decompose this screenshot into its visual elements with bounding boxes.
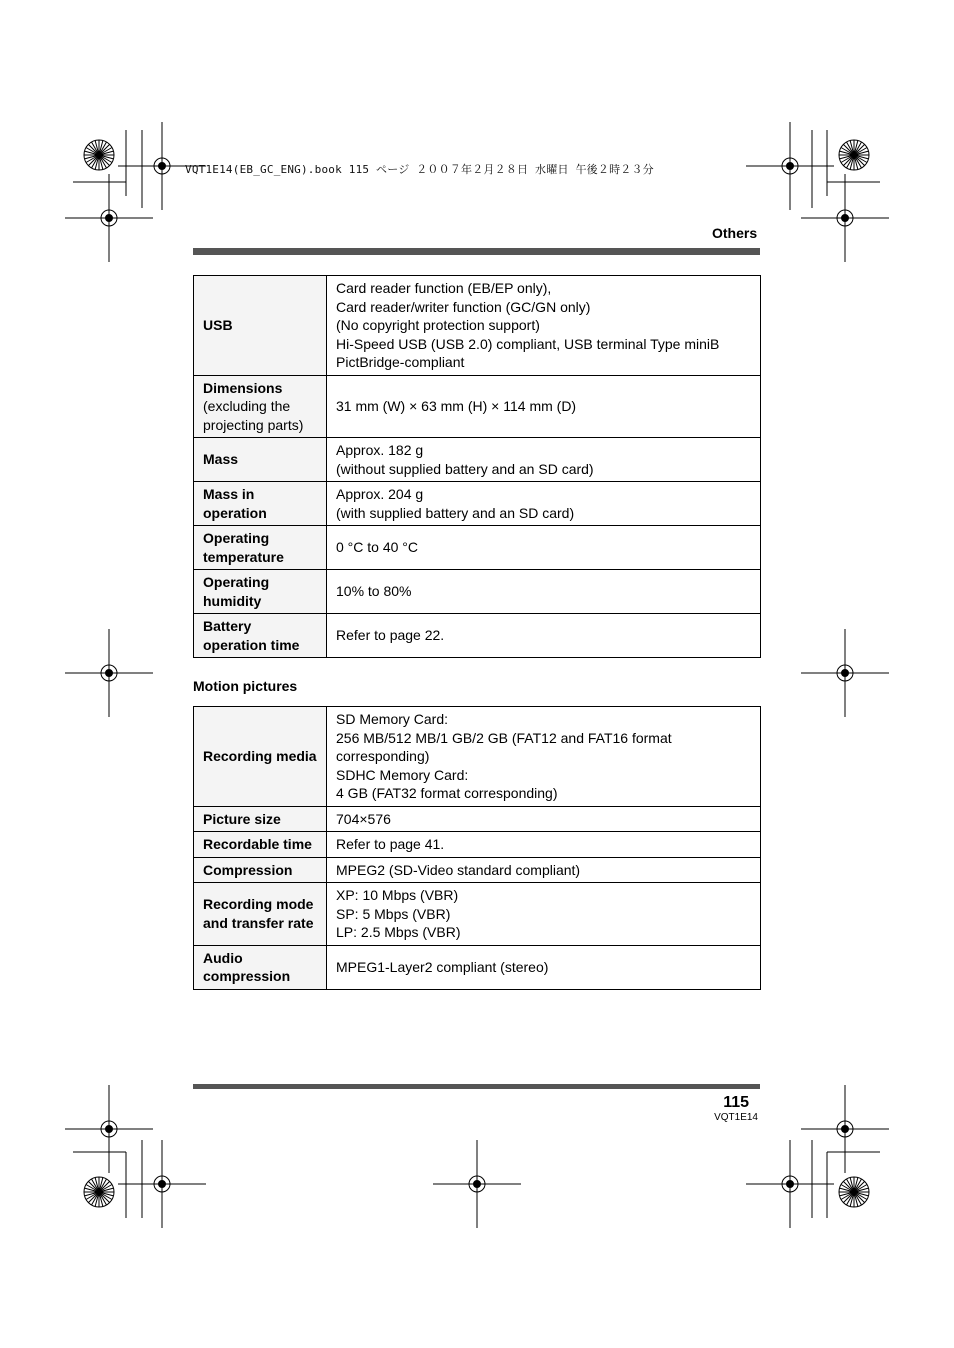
- spec-label-cell: [194, 806, 327, 832]
- spec-row: [194, 482, 761, 526]
- spec-label: Recording media: [203, 748, 317, 764]
- registration-dot: [106, 215, 113, 222]
- spec-label-cell: [194, 438, 327, 482]
- spec-row: [194, 570, 761, 614]
- spec-value: 10% to 80%: [336, 583, 412, 600]
- registration-dot: [474, 1181, 481, 1188]
- spec-label-cell: [194, 614, 327, 658]
- spec-label: Battery operation time: [203, 618, 300, 653]
- registration-dot: [787, 163, 794, 170]
- section-label: Others: [712, 225, 758, 241]
- spec-value-cell: [327, 614, 761, 658]
- page-number: 115: [723, 1094, 749, 1111]
- registration-dot: [106, 1126, 113, 1133]
- spec-value: (without supplied battery and an SD card): [336, 460, 594, 477]
- motion-pictures-heading: Motion pictures: [193, 678, 298, 694]
- spec-value-cell: [327, 806, 761, 832]
- registration-dot: [842, 670, 849, 677]
- spec-value-cell: [327, 276, 761, 376]
- spec-value: SP: 5 Mbps (VBR): [336, 905, 451, 922]
- spec-row: [194, 375, 761, 438]
- specs-table-motion-pictures: [193, 706, 761, 990]
- spec-value: Approx. 204 g: [336, 486, 424, 502]
- spec-value-cell: [327, 482, 761, 526]
- specs-table-general: [193, 275, 761, 658]
- spec-label-note: (excluding the projecting parts): [203, 398, 304, 433]
- spec-label: Mass: [203, 451, 239, 468]
- spec-label: Operating temperature: [203, 530, 284, 565]
- spec-label-cell: [194, 570, 327, 614]
- document-code: VQT1E14: [714, 1112, 758, 1123]
- spec-row: [194, 832, 761, 858]
- registration-dot: [842, 1126, 849, 1133]
- spec-value: 4 GB (FAT32 format corresponding): [336, 785, 558, 801]
- spec-label: USB: [203, 317, 233, 333]
- spec-value-cell: [327, 707, 761, 807]
- registration-dot: [842, 215, 849, 222]
- spec-row: [194, 707, 761, 807]
- spec-value-cell: [327, 526, 761, 570]
- header-rule: [193, 248, 760, 255]
- spec-value: 31 mm (W) × 63 mm (H) × 114 mm (D): [336, 398, 577, 414]
- spec-value: XP: 10 Mbps (VBR): [336, 887, 459, 903]
- spec-value-cell: [327, 438, 761, 482]
- spec-value: Card reader/writer function (GC/GN only): [336, 298, 591, 315]
- spec-value: Refer to page 22.: [336, 627, 445, 644]
- spec-value: 256 MB/512 MB/1 GB/2 GB (FAT12 and FAT16 format corresponding): [336, 729, 672, 764]
- spec-value: 0 °C to 40 °C: [336, 539, 419, 556]
- spec-label: Dimensions: [203, 379, 283, 396]
- spec-row: [194, 614, 761, 658]
- spec-value-cell: [327, 375, 761, 438]
- spec-label: Recording mode and transfer rate: [203, 896, 314, 931]
- registration-dot: [787, 1181, 794, 1188]
- spec-value-cell: [327, 857, 761, 883]
- spec-label-cell: [194, 276, 327, 376]
- spec-value-cell: [327, 883, 761, 946]
- spec-value: (with supplied battery and an SD card): [336, 504, 575, 521]
- spec-row: [194, 438, 761, 482]
- spec-label-cell: [194, 526, 327, 570]
- spec-value: SD Memory Card:: [336, 711, 449, 727]
- spec-value: LP: 2.5 Mbps (VBR): [336, 924, 461, 940]
- spec-label: Audio compression: [203, 949, 291, 984]
- spec-label-cell: [194, 482, 327, 526]
- registration-dot: [159, 1181, 166, 1188]
- registration-dot: [106, 670, 113, 677]
- registration-dot: [159, 163, 166, 170]
- spec-value: SDHC Memory Card:: [336, 766, 469, 783]
- spec-label-cell: [194, 832, 327, 858]
- spec-value: MPEG2 (SD-Video standard compliant): [336, 861, 581, 878]
- spec-value-cell: [327, 832, 761, 858]
- spec-label-cell: [194, 857, 327, 883]
- spec-label-cell: [194, 883, 327, 946]
- spec-label: Recordable time: [203, 836, 312, 852]
- spec-label-cell: [194, 945, 327, 989]
- spec-value-cell: [327, 945, 761, 989]
- spec-value: 704×576: [336, 810, 391, 827]
- spec-row: [194, 945, 761, 989]
- spec-label: Operating humidity: [203, 574, 270, 609]
- spec-row: [194, 526, 761, 570]
- spec-value: Hi-Speed USB (USB 2.0) compliant, USB terminal Type miniB: [336, 335, 720, 352]
- spec-label: Compression: [203, 861, 293, 878]
- spec-value: Approx. 182 g: [336, 442, 424, 458]
- spec-label-cell: [194, 375, 327, 438]
- spec-row: [194, 276, 761, 376]
- footer-rule: [193, 1084, 760, 1089]
- spec-row: [194, 806, 761, 832]
- spec-value-cell: [327, 570, 761, 614]
- spec-value: Refer to page 41.: [336, 836, 445, 852]
- spec-row: [194, 883, 761, 946]
- spec-label: Mass in operation: [203, 486, 267, 521]
- spec-value: MPEG1-Layer2 compliant (stereo): [336, 958, 549, 975]
- spec-value: (No copyright protection support): [336, 317, 540, 333]
- spec-value: PictBridge-compliant: [336, 354, 465, 370]
- spec-row: [194, 857, 761, 883]
- spec-label-cell: [194, 707, 327, 807]
- spec-value: Card reader function (EB/EP only),: [336, 280, 552, 296]
- printer-slug-line: VQT1E14(EB_GC_ENG).book 115 ページ ２００７年２月２８日 水曜日 午後２時２３分: [185, 163, 654, 176]
- spec-label: Picture size: [203, 810, 281, 827]
